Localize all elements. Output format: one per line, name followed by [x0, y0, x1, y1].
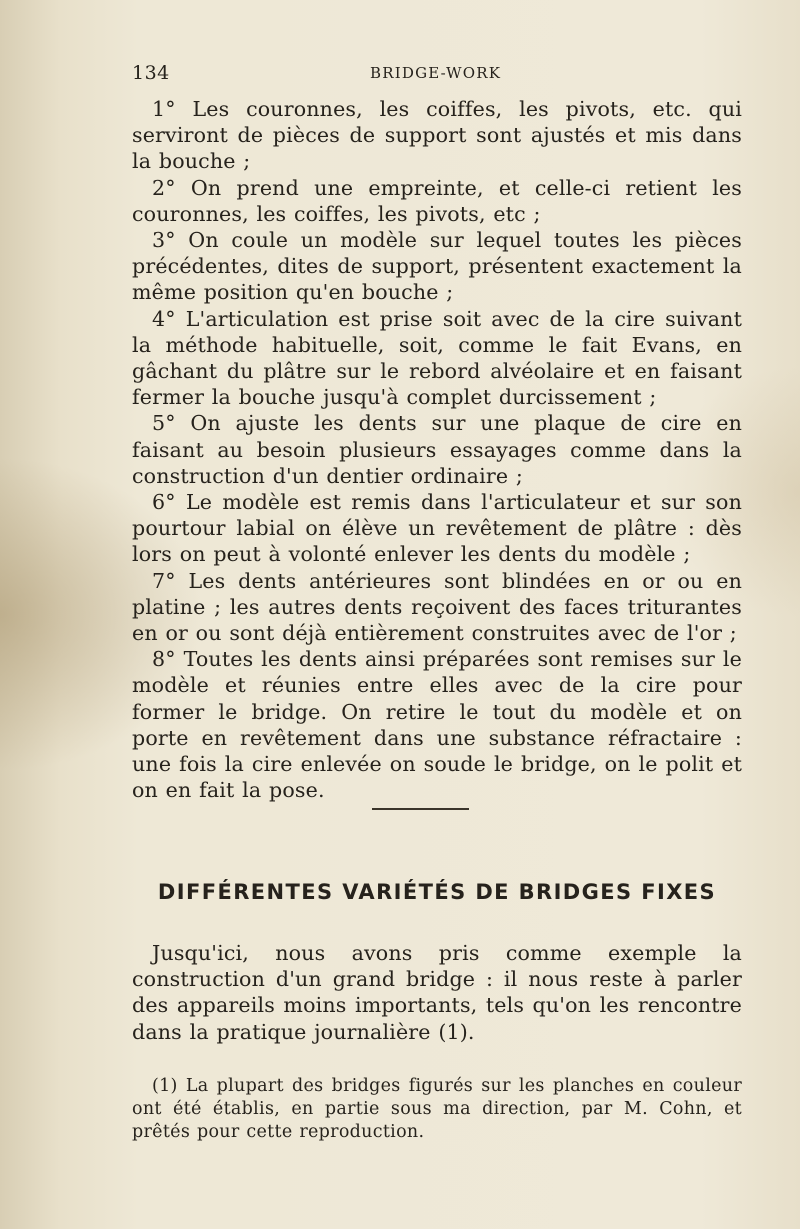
step-paragraph: 8° Toutes les dents ainsi préparées sont remises sur le modèle et réunies entre elles avec de la cire pour former le bridge. On retire le tout du modèle et on porte en revêtement dans une substance réfractaire : une fois la cire enlevée on soude le bridge, on le polit et on en fait la pose.: [132, 647, 742, 803]
footnote: [132, 1075, 742, 1144]
step-paragraph: 4° L'articulation est prise soit avec de la cire suivant la méthode habituelle, soit, comme le fait Evans, en gâchant du plâtre sur le rebord alvéolaire et en faisant fermer la bouche jusqu'à complet durcissement ;: [132, 306, 742, 410]
section-paragraph: Jusqu'ici, nous avons pris comme exemple la construction d'un grand bridge : il nous reste à parler des appareils moins importants, tels qu'on les rencontre dans la pratique journalière (1).: [132, 941, 742, 1044]
page-header: [132, 62, 742, 88]
running-title: BRIDGE-WORK: [370, 64, 502, 82]
section-heading: DIFFÉRENTES VARIÉTÉS DE BRIDGES FIXES: [157, 880, 717, 904]
step-paragraph: 7° Les dents antérieures sont blindées en or ou en platine ; les autres dents reçoivent des faces triturantes en or ou sont déjà entièrement construites avec de l'or ;: [132, 568, 742, 646]
step-paragraph: 3° On coule un modèle sur lequel toutes les pièces précédentes, dites de support, présentent exactement la même position qu'en bouche ;: [132, 228, 742, 305]
section-body: [132, 940, 742, 1045]
step-paragraph: 6° Le modèle est remis dans l'articulateur et sur son pourtour labial on élève un revêtement de plâtre : dès lors on peut à volonté enlever les dents du modèle ;: [132, 490, 742, 567]
footnote-text: (1) La plupart des bridges figurés sur les planches en couleur ont été établis, en partie sous ma direction, par M. Cohn, et prêtés pour cette reproduction.: [132, 1076, 742, 1142]
step-paragraph: 2° On prend une empreinte, et celle-ci retient les couronnes, les coiffes, les pivots, etc ;: [132, 175, 742, 226]
step-paragraph: 1° Les couronnes, les coiffes, les pivots, etc. qui serviront de pièces de support sont ajustés et mis dans la bouche ;: [132, 97, 742, 174]
step-paragraph: 5° On ajuste les dents sur une plaque de cire en faisant au besoin plusieurs essayages comme dans la construction d'un dentier ordinaire ;: [132, 411, 742, 488]
steps-list: [132, 96, 742, 803]
page-number: 134: [132, 62, 170, 84]
section-divider: [372, 808, 469, 810]
